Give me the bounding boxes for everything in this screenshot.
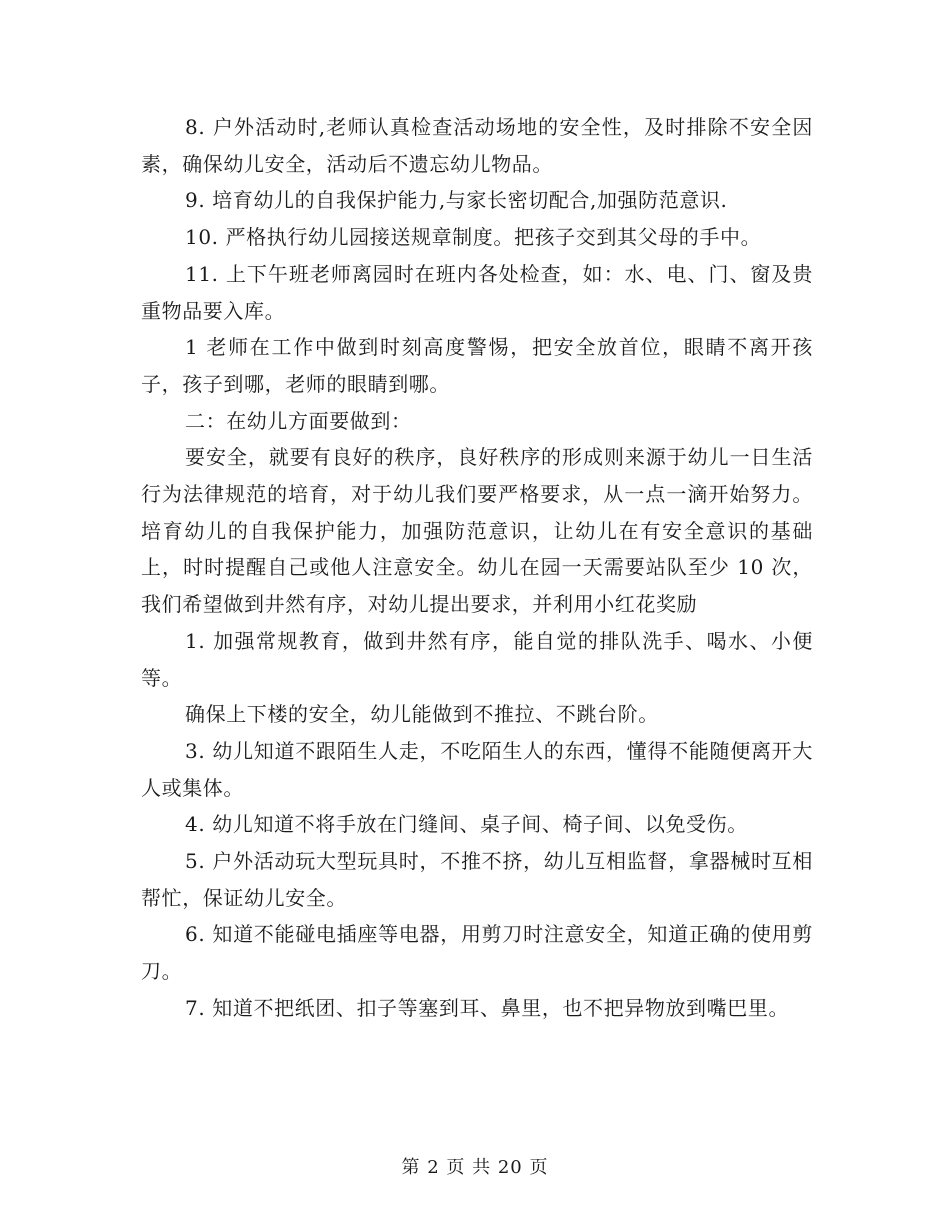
page-number-footer: 第 2 页 共 20 页 (401, 1157, 549, 1178)
section-heading-children: 二：在幼儿方面要做到： (185, 408, 412, 433)
paragraph-child-item-5: 5. 户外活动玩大型玩具时，不推不挤，幼儿互相监督，拿器械时互相帮忙，保证幼儿安全。 (141, 849, 813, 910)
paragraph-child-item-7: 7. 知道不把纸团、扣子等塞到耳、鼻里，也不把异物放到嘴巴里。 (185, 995, 790, 1020)
paragraph-child-item-6: 6. 知道不能碰电插座等电器，用剪刀时注意安全，知道正确的使用剪刀。 (141, 922, 813, 984)
paragraph-item-11: 11. 上下午班老师离园时在班内各处检查，如：水、电、门、窗及贵重物品要入库。 (141, 261, 813, 323)
paragraph-item-9: 9. 培育幼儿的自我保护能力,与家长密切配合,加强防范意识. (185, 188, 728, 213)
paragraph-teacher-vigilance: 1 老师在工作中做到时刻高度警惕，把安全放首位，眼睛不离开孩子，孩子到哪，老师的眼睛到哪。 (141, 335, 813, 396)
paragraph-item-10: 10. 严格执行幼儿园接送规章制度。把孩子交到其父母的手中。 (185, 225, 762, 250)
paragraph-order-intro: 要安全，就要有良好的秩序，良好秩序的形成则来源于幼儿一日生活行为法律规范的培育，对于幼儿我们要严格要求，从一点一滴开始努力。培育幼儿的自我保护能力，加强防范意识，让幼儿在有安全意识的基础上，时时提醒自己或他人注意安全。幼儿在园一天需要站队至少 10 次，我们希望做到井然有序，对幼儿提出要求，并利用小红花奖励 (141, 445, 813, 617)
paragraph-child-item-1: 1. 加强常规教育，做到井然有序，能自觉的排队洗手、喝水、小便等。 (141, 628, 813, 690)
document-body (141, 109, 813, 1027)
paragraph-stairs-safety: 确保上下楼的安全，幼儿能做到不推拉、不跳台阶。 (185, 702, 659, 727)
paragraph-item-8: 8. 户外活动时,老师认真检查活动场地的安全性，及时排除不安全因素，确保幼儿安全，活动后不遗忘幼儿物品。 (141, 115, 813, 176)
paragraph-child-item-4: 4. 幼儿知道不将手放在门缝间、桌子间、椅子间、以免受伤。 (185, 812, 748, 837)
paragraph-child-item-3: 3. 幼儿知道不跟陌生人走，不吃陌生人的东西，懂得不能随便离开大人或集体。 (141, 738, 813, 800)
